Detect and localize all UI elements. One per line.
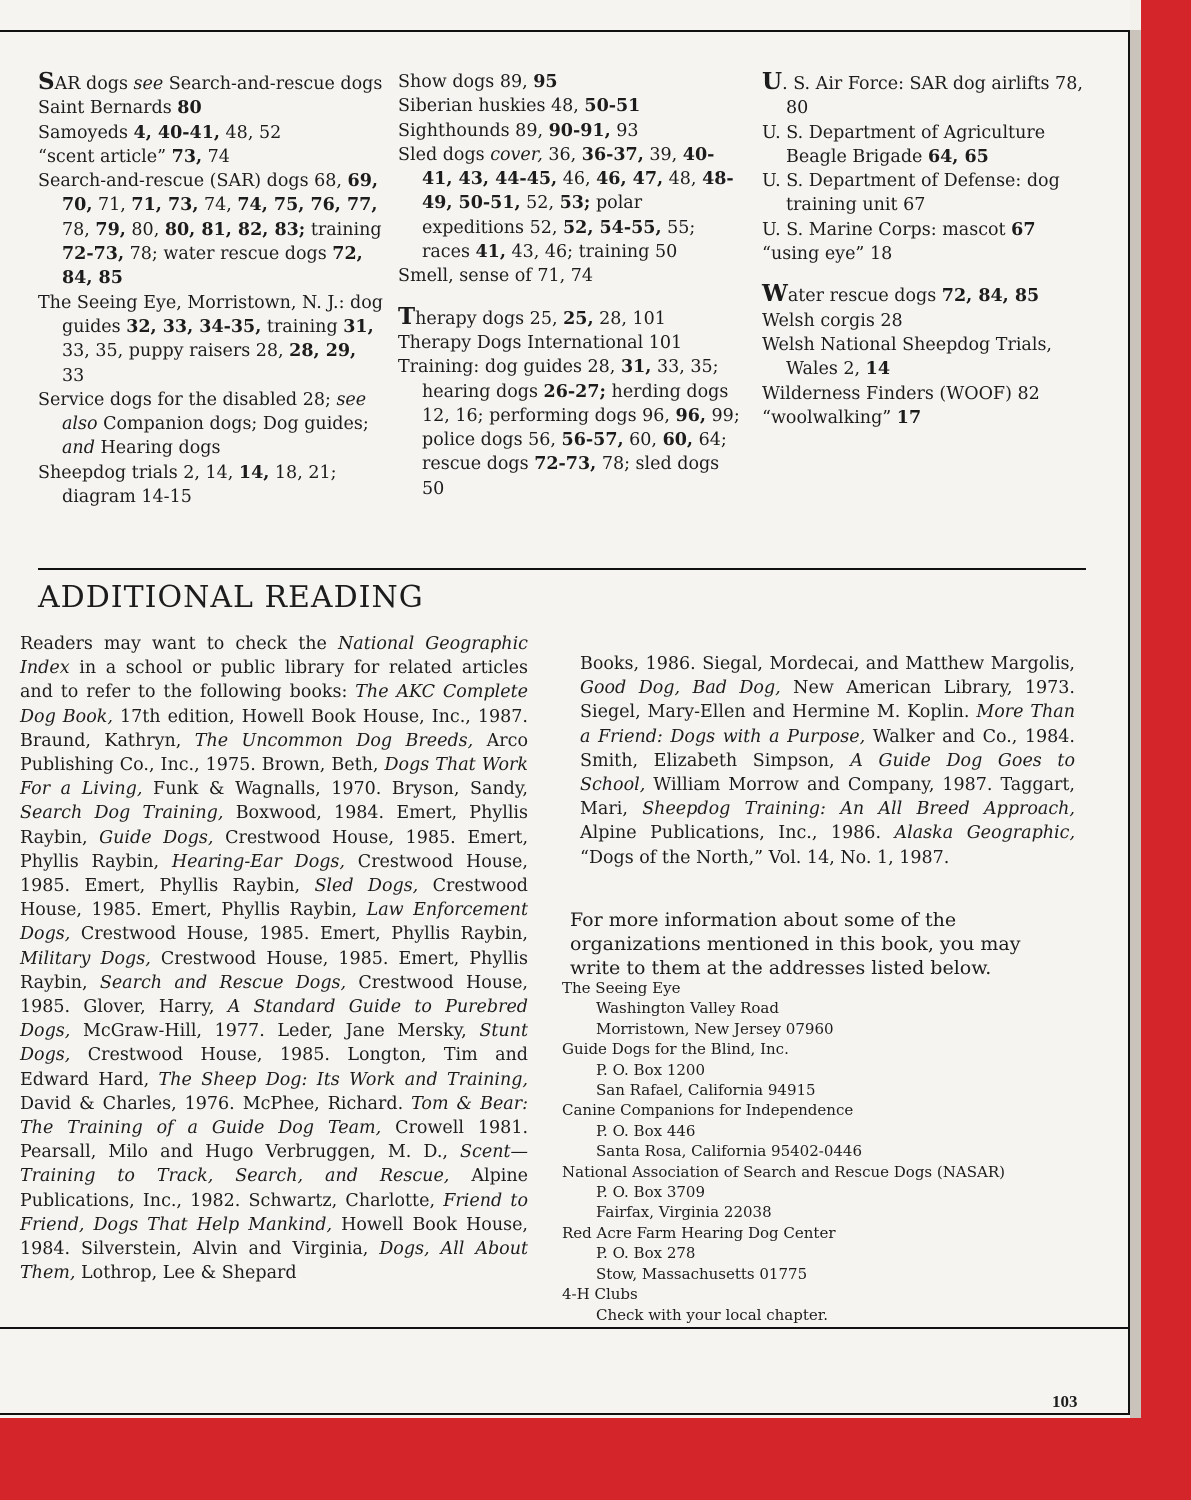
text-run: Arco Publishing Co., Inc., 1975. Brown, Beth,	[20, 730, 529, 776]
page-ref-bold: 80, 81, 82, 83;	[164, 219, 306, 240]
index-entry	[762, 382, 1107, 406]
text-run: Show dogs 89,	[398, 72, 534, 92]
text-run: Crestwood House, 1985. Emert, Phyllis Raybin,	[20, 851, 528, 897]
text-run: Siberian huskies 48,	[398, 96, 585, 117]
text-run: herding dogs 12, 16; performing dogs 96,	[422, 381, 729, 426]
index-entry	[38, 145, 383, 169]
italic-text: More Than a Friend: Dogs with a Purpose,	[580, 702, 1076, 747]
text-run: Therapy Dogs International 101	[398, 332, 683, 353]
text-run: Service dogs for the disabled 28;	[38, 389, 337, 410]
text-run: Books, 1986. Siegal, Mordecai, and Matthew Margolis,	[580, 654, 1075, 674]
text-run: Crestwood House, 1985. Emert, Phyllis Raybin,	[70, 924, 528, 945]
text-run: Crestwood House, 1985. Emert, Phyllis Raybin,	[20, 948, 528, 993]
italic-text: The Sheep Dog: Its Work and Training,	[158, 1069, 528, 1090]
organization-address-line: Fairfax, Virginia 22038	[596, 1203, 772, 1222]
organization-name: Guide Dogs for the Blind, Inc.	[562, 1040, 789, 1059]
page-ref-bold: 50-51	[584, 96, 641, 117]
index-entry	[398, 70, 743, 94]
index-entry	[398, 264, 743, 288]
index-column-3	[762, 70, 1107, 430]
text-run: Lothrop, Lee & Shepard	[75, 1263, 297, 1284]
text-run: 74	[202, 146, 230, 167]
organization-address-line: P. O. Box 3709	[596, 1183, 705, 1202]
text-run: Crestwood House, 1985. Longton, Tim and Edward Hard,	[20, 1045, 528, 1090]
text-run: McGraw-Hill, 1977. Leder, Jane Mersky,	[70, 1021, 480, 1042]
section-rule	[38, 568, 1086, 570]
page-ref-bold: 71, 73,	[131, 195, 199, 216]
italic-text: Military Dogs,	[20, 948, 151, 969]
text-run: Readers may want to check the	[20, 634, 338, 654]
page-ref-bold: 74, 75, 76, 77,	[237, 195, 378, 216]
italic-text: Dogs, All About Them,	[20, 1239, 528, 1284]
organization-name: 4-H Clubs	[562, 1285, 638, 1304]
reading-text-right	[580, 652, 1075, 870]
italic-text: Friend to Friend, Dogs That Help Mankind,	[20, 1190, 528, 1235]
bottom-rule-lower	[0, 1413, 1130, 1415]
text-run: “woolwalking”	[762, 407, 897, 428]
organization-address-line: Santa Rosa, California 95402-0446	[596, 1142, 863, 1161]
text-run: Crowell 1981. Pearsall, Milo and Hugo Verbruggen, M. D.,	[20, 1118, 529, 1163]
index-letter-gap	[398, 289, 743, 305]
italic-text: Dogs That Work For a Living,	[20, 755, 529, 800]
organization-address-line: Stow, Massachusetts 01775	[596, 1264, 808, 1283]
text-run: 48, 52	[219, 122, 282, 143]
organization-address-line: San Rafael, California 94915	[596, 1081, 816, 1100]
italic-text: Search Dog Training,	[20, 803, 224, 824]
text-run: 36,	[542, 144, 582, 165]
index-column-1	[38, 70, 383, 509]
page-ref-bold: 17	[896, 407, 922, 428]
page-ref-bold: 14	[865, 359, 891, 380]
page-ref-bold: 90-91,	[548, 120, 611, 141]
index-entry	[762, 309, 1107, 333]
text-run: training	[305, 219, 382, 240]
text-run: 39,	[643, 144, 683, 165]
italic-text: Hearing-Ear Dogs,	[171, 851, 345, 872]
text-run: 93	[610, 120, 639, 141]
page-ref-bold: 31,	[620, 357, 652, 378]
organization-name: National Association of Search and Rescue Dogs (NASAR)	[562, 1162, 1005, 1181]
organization-address-line: Washington Valley Road	[596, 999, 779, 1018]
text-run: Search-and-rescue dogs	[163, 74, 383, 94]
text-run: U. S. Department of Defense: dog training unit 67	[762, 171, 1060, 216]
text-run: polar expeditions 52,	[422, 193, 643, 238]
text-run: Welsh National Sheepdog Trials, Wales 2,	[762, 334, 1052, 380]
text-run: 78; sled dogs 50	[422, 454, 720, 499]
page-ref-bold: 25,	[563, 308, 594, 329]
text-run: William Morrow and Company, 1987. Taggart, Mari,	[580, 775, 1075, 820]
text-run: Sled dogs	[398, 144, 491, 165]
page-ref-bold: 26-27;	[543, 381, 606, 402]
text-run: 60,	[623, 430, 663, 451]
text-run: Samoyeds	[38, 122, 134, 143]
text-run: 33	[62, 365, 85, 386]
page-ref-bold: 48-49, 50-51,	[422, 169, 734, 214]
index-entry	[398, 143, 743, 264]
index-entry	[38, 70, 383, 96]
index-entry	[38, 461, 383, 510]
text-run: Companion dogs; Dog guides;	[97, 414, 369, 435]
page-ref-bold: 69, 70,	[62, 171, 378, 216]
index-initial-letter: U	[762, 68, 783, 95]
text-run: 80,	[125, 219, 165, 240]
index-entry	[398, 119, 743, 143]
text-run: herapy dogs 25,	[415, 308, 564, 329]
text-run: 48,	[663, 169, 703, 190]
page-ref-bold: 36-37,	[581, 144, 644, 165]
organization-address-line: Morristown, New Jersey 07960	[596, 1019, 834, 1038]
italic-text: Law Enforcement Dogs,	[20, 900, 528, 945]
page-ref-bold: 40-41, 43, 44-45,	[422, 144, 715, 190]
index-entry	[398, 302, 743, 331]
italic-text: Tom & Bear: The Training of a Guide Dog Team,	[20, 1093, 528, 1139]
text-run: Hearing dogs	[94, 438, 221, 459]
page-ref-bold: 32, 33, 34-35,	[126, 316, 262, 337]
text-run: 28, 101	[593, 308, 666, 329]
organization-name: Canine Companions for Independence	[562, 1101, 854, 1120]
reading-text-left	[20, 632, 528, 1285]
text-run: Walker and Co., 1984. Smith, Elizabeth Simpson,	[580, 726, 1075, 771]
index-entry	[38, 169, 383, 290]
text-run: Sheepdog trials 2, 14,	[38, 462, 239, 483]
text-run: Smell, sense of 71, 74	[398, 266, 594, 287]
text-run: in a school or public library for related articles and to refer to the following books:	[20, 658, 528, 703]
text-run: 46,	[557, 169, 597, 190]
bottom-rule-upper	[0, 1327, 1130, 1329]
italic-text: Sheepdog Training: An All Breed Approach,	[642, 799, 1075, 820]
page-ref-bold: 80	[177, 98, 202, 119]
text-run: David & Charles, 1976. McPhee, Richard.	[20, 1093, 412, 1114]
text-run: 33, 35; hearing dogs	[422, 357, 719, 402]
text-run: The Seeing Eye, Morristown, N. J.: dog guides	[38, 292, 383, 337]
text-run: . S. Air Force: SAR dog airlifts 78, 80	[782, 74, 1083, 119]
text-run: “using eye” 18	[762, 244, 893, 265]
index-entry	[398, 355, 743, 501]
page-ref-bold: 72-73,	[62, 244, 125, 265]
index-letter-gap	[762, 266, 1107, 282]
top-rule	[0, 30, 1130, 32]
additional-reading-heading: ADDITIONAL READING	[38, 580, 424, 615]
text-run: Wilderness Finders (WOOF) 82	[762, 383, 1040, 404]
organization-address-line: Check with your local chapter.	[596, 1305, 829, 1324]
text-run: U. S. Marine Corps: mascot	[762, 219, 1012, 240]
index-entry	[762, 70, 1107, 121]
text-run: U. S. Department of Agriculture Beagle Brigade	[762, 122, 1046, 167]
page-ref-bold: 31,	[343, 316, 374, 337]
index-entry	[762, 218, 1107, 242]
index-entry	[38, 388, 383, 461]
page-ref-bold: 14,	[238, 462, 270, 483]
italic-text: Guide Dogs,	[99, 827, 214, 848]
italic-text: cover,	[490, 144, 543, 165]
page-ref-bold: 95	[533, 72, 558, 92]
page-ref-bold: 41,	[475, 242, 506, 263]
italic-text: Stunt Dogs,	[20, 1021, 528, 1066]
italic-text: and	[62, 438, 95, 459]
index-column-2	[398, 70, 743, 501]
text-run: Alpine Publications, Inc., 1982. Schwartz, Charlotte,	[20, 1166, 528, 1211]
red-cover-edge-bottom	[0, 1418, 1191, 1500]
text-run: Training: dog guides 28,	[398, 357, 621, 378]
index-entry	[38, 121, 383, 145]
text-run: ater rescue dogs	[787, 286, 942, 307]
text-run: Alpine Publications, Inc., 1986.	[580, 823, 895, 844]
page-number: 103	[1052, 1392, 1078, 1411]
organization-name: The Seeing Eye	[562, 979, 681, 997]
italic-text: Scent—Training to Track, Search, and Rescue,	[20, 1142, 528, 1187]
text-run: 17th edition, Howell Book House, Inc., 1987. Braund, Kathryn,	[20, 706, 528, 751]
index-entry	[762, 333, 1107, 382]
right-border	[1128, 30, 1130, 1415]
text-run: 18, 21; diagram 14-15	[62, 462, 337, 508]
index-entry	[762, 169, 1107, 218]
text-run: training	[261, 316, 344, 337]
page-ref-bold: 64, 65	[927, 146, 989, 167]
italic-text: see	[133, 74, 164, 94]
text-run: Sighthounds 89,	[398, 120, 549, 141]
page-ref-bold: 4, 40-41,	[133, 122, 220, 143]
text-run: Howell Book House, 1984. Silverstein, Alvin and Virginia,	[20, 1214, 528, 1260]
text-run: Boxwood, 1984. Emert, Phyllis Raybin,	[20, 803, 528, 848]
text-run: 43, 46; training 50	[505, 242, 678, 263]
index-entry	[398, 94, 743, 118]
text-run: 99; police dogs 56,	[422, 405, 740, 451]
page-ref-bold: 96,	[675, 405, 706, 426]
page-ref-bold: 79,	[95, 219, 126, 240]
italic-text: Good Dog, Bad Dog,	[580, 678, 781, 699]
index-entry	[38, 291, 383, 388]
index-entry	[762, 282, 1107, 308]
text-run: 55; races	[422, 217, 696, 263]
italic-text: The AKC Complete Dog Book,	[20, 682, 528, 727]
page-ref-bold: 56-57,	[561, 430, 624, 451]
text-run: Saint Bernards	[38, 98, 178, 119]
text-run: Crestwood House, 1985. Emert, Phyllis Raybin,	[20, 827, 529, 872]
text-run: AR dogs	[54, 74, 134, 94]
organization-address-line: P. O. Box 446	[596, 1121, 696, 1140]
red-cover-edge-right	[1141, 0, 1191, 1500]
index-entry	[398, 331, 743, 355]
text-run: 64; rescue dogs	[422, 430, 727, 475]
text-run: “scent article”	[38, 146, 172, 167]
page-ref-bold: 67	[1011, 219, 1036, 240]
italic-text: Alaska Geographic,	[894, 823, 1076, 844]
page-ref-bold: 28, 29,	[289, 341, 357, 362]
italic-text: The Uncommon Dog Breeds,	[194, 730, 474, 751]
italic-text: Sled Dogs,	[314, 876, 419, 897]
text-run: 52,	[520, 193, 560, 214]
index-entry	[762, 242, 1107, 266]
page-ref-bold: 72-73,	[534, 454, 597, 475]
organizations-list	[562, 978, 1082, 1325]
page-ref-bold: 72, 84, 85	[62, 244, 363, 289]
page-edge-shadow	[1130, 30, 1141, 1430]
index-initial-letter: W	[762, 280, 788, 308]
text-run: Search-and-rescue (SAR) dogs 68,	[38, 171, 348, 192]
text-run: 78,	[62, 219, 96, 240]
text-run: New American Library, 1973. Siegel, Mary-Ellen and Hermine M. Koplin.	[580, 678, 1075, 723]
text-run: Crestwood House, 1985. Emert, Phyllis Raybin,	[20, 876, 528, 921]
index-initial-letter: S	[38, 68, 55, 95]
text-run: 71,	[92, 195, 132, 216]
text-run: 33, 35, puppy raisers 28,	[62, 341, 290, 362]
index-initial-letter: T	[398, 302, 416, 330]
page-ref-bold: 73,	[171, 146, 203, 167]
page-ref-bold: 53;	[559, 193, 591, 214]
text-run: Funk & Wagnalls, 1970. Bryson, Sandy,	[142, 779, 528, 800]
organization-address-line: P. O. Box 1200	[596, 1060, 705, 1079]
page-ref-bold: 60,	[662, 430, 694, 451]
italic-text: A Guide Dog Goes to School,	[580, 750, 1075, 796]
text-run: 78; water rescue dogs	[124, 244, 333, 265]
index-entry	[762, 121, 1107, 170]
page-ref-bold: 46, 47,	[596, 169, 664, 190]
italic-text: Search and Rescue Dogs,	[99, 972, 347, 993]
page-ref-bold: 52, 54-55,	[562, 217, 662, 238]
index-entry	[762, 406, 1107, 430]
organizations-intro: For more information about some of the organizations mentioned in this book, you may write to them at the addresses listed below.	[570, 909, 1021, 979]
italic-text: A Standard Guide to Purebred Dogs,	[20, 997, 529, 1042]
page-ref-bold: 72, 84, 85	[941, 286, 1040, 307]
index-entry	[38, 96, 383, 120]
organization-address-line: P. O. Box 278	[596, 1244, 696, 1263]
organization-name: Red Acre Farm Hearing Dog Center	[562, 1223, 836, 1242]
text-run: “Dogs of the North,” Vol. 14, No. 1, 1987.	[580, 847, 950, 868]
italic-text: see also	[62, 389, 367, 435]
text-run: Crestwood House, 1985. Glover, Harry,	[20, 972, 528, 1018]
text-run: Welsh corgis 28	[762, 310, 903, 331]
italic-text: National Geographic Index	[20, 634, 528, 679]
text-run: 74,	[198, 195, 238, 216]
